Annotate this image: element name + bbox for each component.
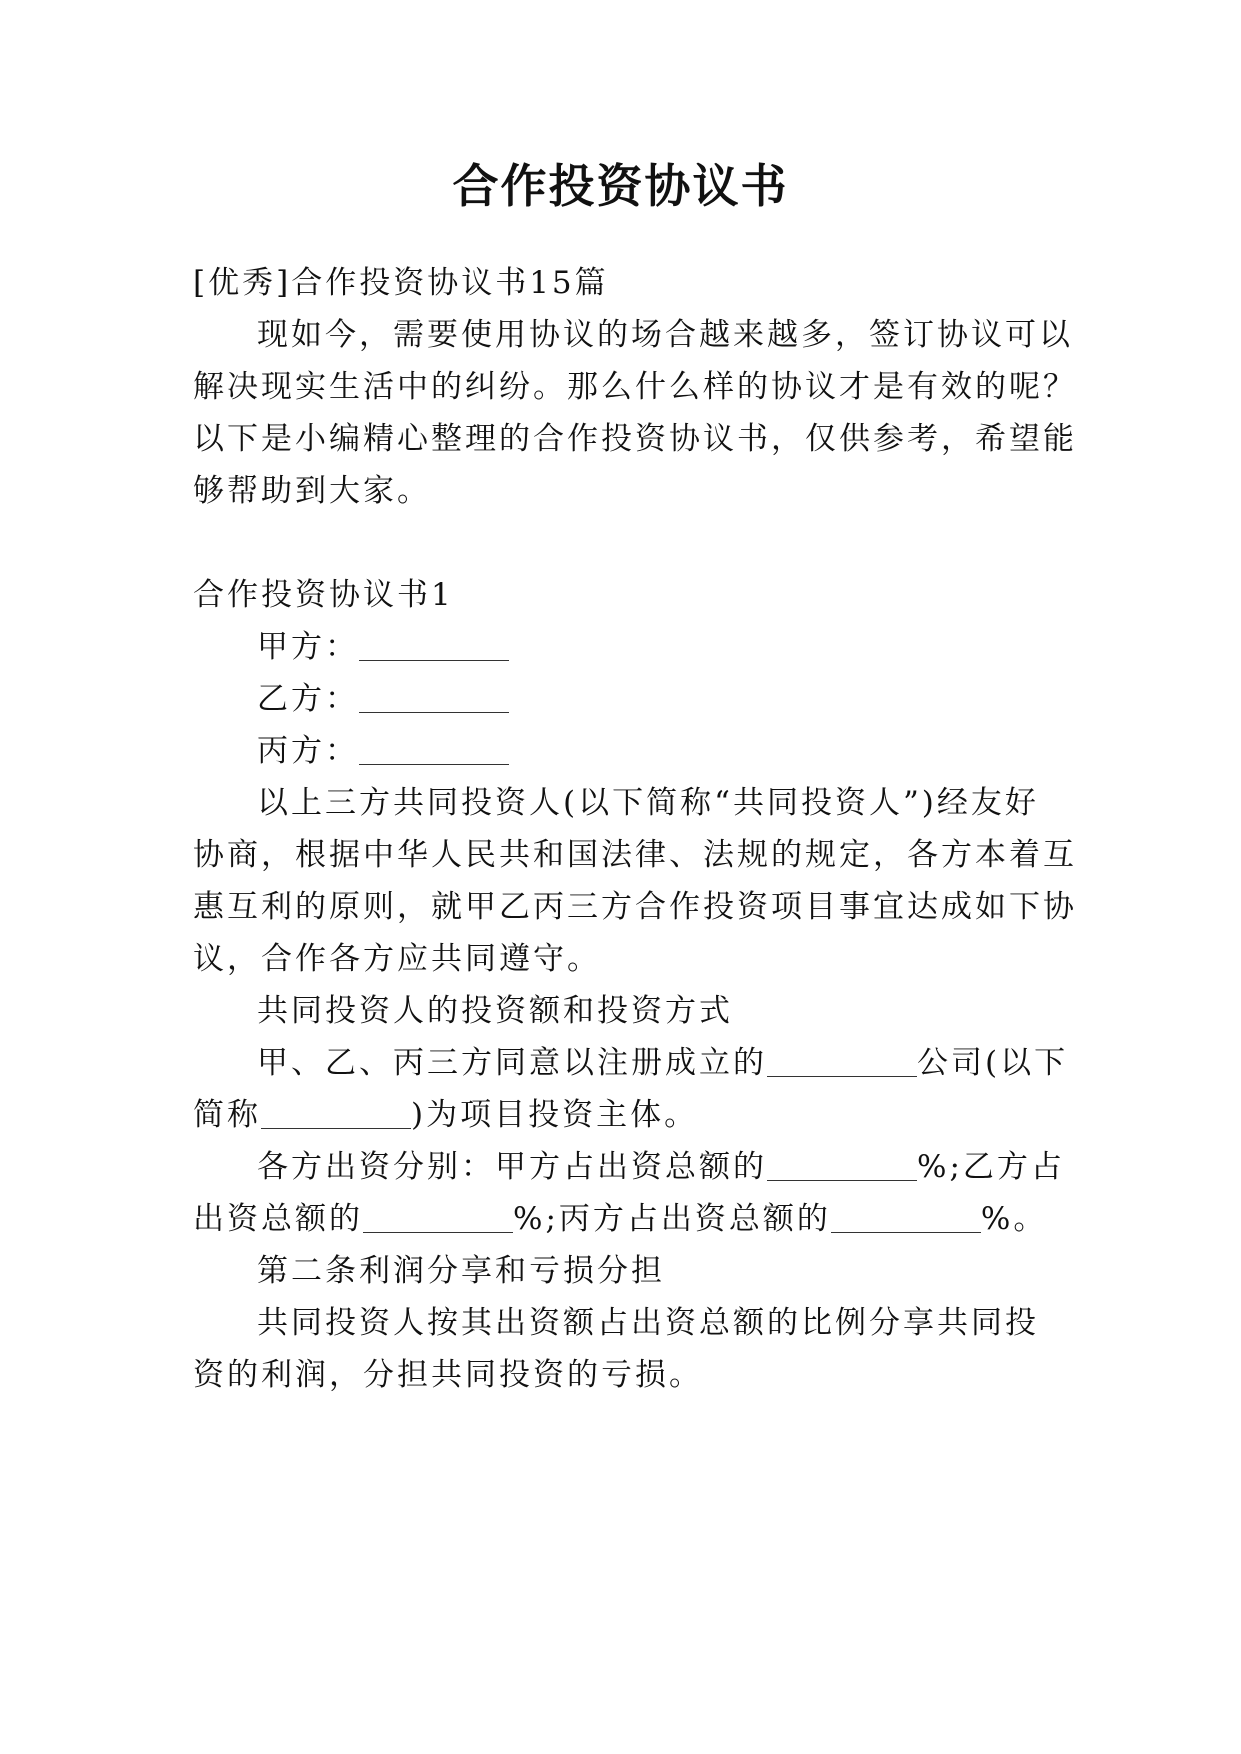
p3-text-e: %。 [980, 1201, 1048, 1237]
p1-line-3: 惠互利的原则，就甲乙丙三方合作投资项目事宜达成如下协 [193, 889, 1077, 925]
p3-text-b: %;乙方占 [917, 1149, 1065, 1185]
p2-text-b: 公司(以下 [917, 1045, 1069, 1081]
p3-text-c: 出资总额的 [193, 1201, 363, 1237]
p2-text-d: )为项目投资主体。 [411, 1097, 699, 1133]
p1-line-2: 协商，根据中华人民共和国法律、法规的规定，各方本着互 [193, 837, 1077, 873]
p1-line-1: 以上三方共同投资人(以下简称“共同投资人”)经友好 [257, 785, 1039, 821]
p4-line-1: 共同投资人按其出资额占出资总额的比例分享共同投 [257, 1305, 1039, 1341]
intro-line-2: 解决现实生活中的纠纷。那么什么样的协议才是有效的呢？ [193, 369, 1077, 405]
intro-line-1: 现如今，需要使用协议的场合越来越多，签订协议可以 [257, 317, 1073, 353]
article-2-heading: 第二条利润分享和亏损分担 [257, 1253, 665, 1289]
party-c-label: 丙方： [257, 733, 359, 769]
party-b-blank [359, 682, 509, 713]
party-c-share-blank [831, 1202, 981, 1233]
p4-line-2: 资的利润，分担共同投资的亏损。 [193, 1357, 703, 1393]
p2-text-c: 简称 [193, 1097, 261, 1133]
document-title: 合作投资协议书 [452, 159, 789, 213]
p1-line-4: 议，合作各方应共同遵守。 [193, 941, 601, 977]
intro-line-4: 够帮助到大家。 [193, 473, 431, 509]
section-heading: 合作投资协议书1 [193, 577, 454, 613]
p2-text-a: 甲、乙、丙三方同意以注册成立的 [257, 1045, 767, 1081]
party-b-label: 乙方： [257, 681, 359, 717]
p3-line-1 [257, 1147, 1065, 1187]
company-name-blank [767, 1046, 917, 1077]
party-c-blank [359, 734, 509, 765]
document-subtitle: [优秀]合作投资协议书15篇 [193, 265, 609, 301]
p2-line-2 [193, 1095, 1053, 1135]
party-a-label: 甲方： [257, 629, 359, 665]
p3-text-d: %;丙方占出资总额的 [513, 1201, 831, 1237]
company-short-name-blank [261, 1098, 411, 1129]
p2-line-1 [257, 1043, 1069, 1083]
party-a-line [257, 627, 1053, 667]
party-a-blank [359, 630, 509, 661]
p3-text-a: 各方出资分别：甲方占出资总额的 [257, 1149, 767, 1185]
party-b-line [257, 679, 1053, 719]
p3-line-2 [193, 1199, 1053, 1239]
clause-heading: 共同投资人的投资额和投资方式 [257, 993, 733, 1029]
party-a-share-blank [767, 1150, 917, 1181]
party-c-line [257, 731, 1053, 771]
party-b-share-blank [363, 1202, 513, 1233]
intro-line-3: 以下是小编精心整理的合作投资协议书，仅供参考，希望能 [193, 421, 1077, 457]
